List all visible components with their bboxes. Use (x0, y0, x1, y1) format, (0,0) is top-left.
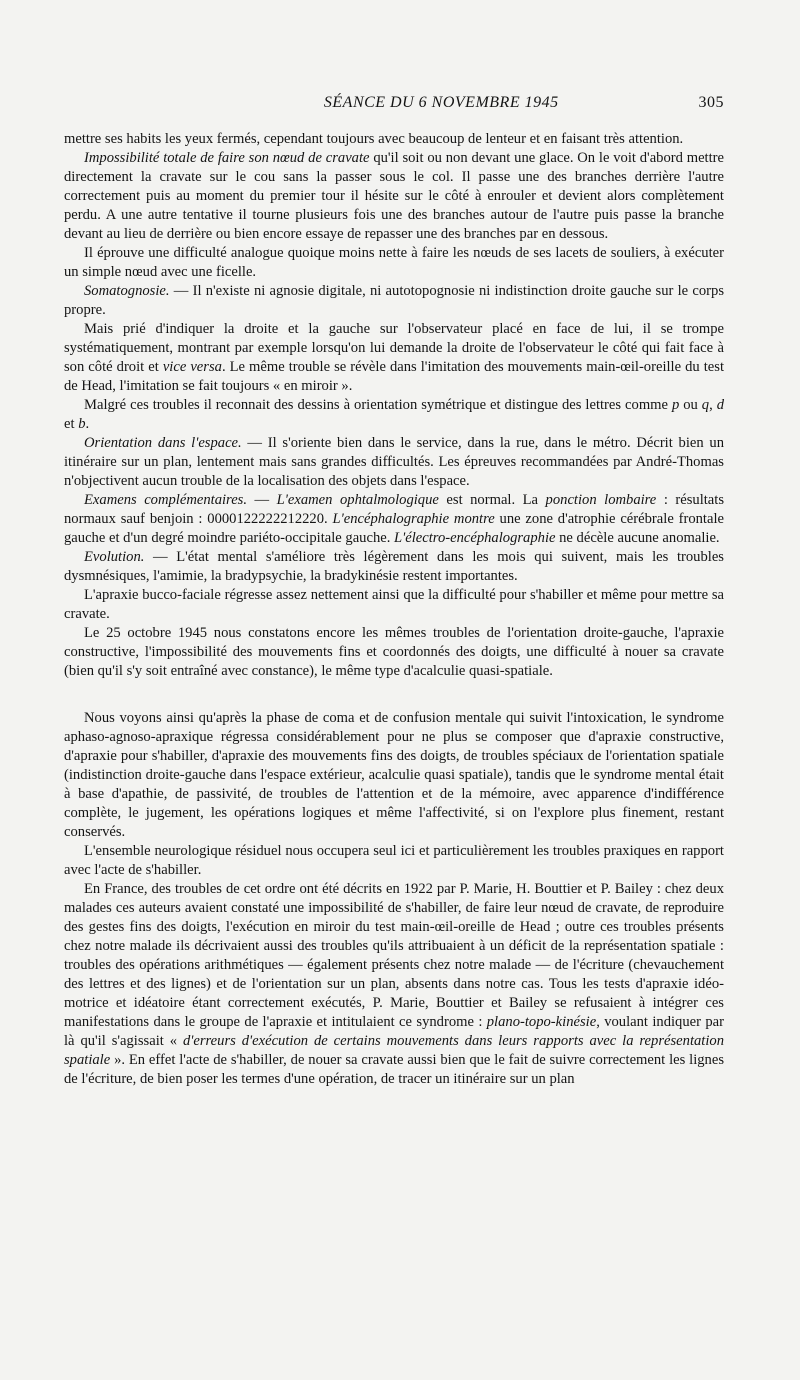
italic-text: d'erreurs d'exécution de certains mouvements dans leurs rapports avec la représentation spatiale (64, 1033, 724, 1068)
text-run: — L'état mental s'améliore très légèrement dans les mois qui suivent, mais les troubles dysmnésiques, l'amimie, la bradypsychie, la bradykinésie restent importantes. (64, 549, 724, 584)
paragraph (64, 491, 724, 548)
paragraph (64, 434, 724, 491)
text-run: mettre ses habits les yeux fermés, cependant toujours avec beaucoup de lenteur et en faisant très attention. (64, 131, 684, 147)
text-run: Nous voyons ainsi qu'après la phase de coma et de confusion mentale qui suivit l'intoxication, le syndrome aphaso-agnoso-apraxique régressa considérablement pour ne plus se composer que d'apraxie constructive, d'apraxie pour s'habiller, d'apraxie des mouvements fins des doigts, de troubles spéciaux de l'orientation spatiale (indistinction droite-gauche dans l'espace extérieur, acalculie quasi spatiale), tandis que le syndrome mental était à base d'apathie, de passivité, de troubles de l'attention et de la mémoire, avec apparence d'indifférence complète, le jugement, les opérations logiques et même l'affectivité, si on l'explore plus finement, restant conservés. (64, 710, 724, 840)
italic-text: Orientation dans l'espace. (84, 435, 242, 451)
text-run: — Il s'oriente bien dans le service, dans la rue, dans le métro. Décrit bien un itinéraire sur un plan, lentement mais sans grandes difficultés. Les épreuves recommandées par André-Thomas n'objectivent aucun trouble de la localisation des objets dans l'espace. (64, 435, 724, 489)
text-run: qu'il soit ou non devant une glace. On le voit d'abord mettre directement la cravate sur le cou sans la passer sous le col. Il passe une des branches derrière l'autre correctement puis au moment du premier tour il hésite sur le côté à enrouler et devient alors complètement perdu. A une autre tentative il tourne plusieurs fois une des branches autour de l'autre puis passe la branche devant au lieu de derrière ou bien encore essaye de repasser une des branches par en dessous. (64, 150, 724, 242)
page-header-title: SÉANCE DU 6 NOVEMBRE 1945 (323, 94, 559, 111)
text-run: Mais prié d'indiquer la droite et la gauche sur l'observateur placé en face de lui, il se trompe systématiquement, montrant par exemple lorsqu'on lui demande la droite de l'observateur le côté qui fait face à son côté droit et (64, 321, 724, 375)
text-run: Il éprouve une difficulté analogue quoique moins nette à faire les nœuds de ses lacets de souliers, à exécuter un simple nœud avec une ficelle. (64, 245, 724, 280)
paragraph (64, 709, 724, 842)
paragraph (64, 320, 724, 396)
text-run: L'apraxie bucco-faciale régresse assez nettement ainsi que la difficulté pour s'habiller et même pour mettre sa cravate. (64, 587, 724, 622)
italic-text: plano-topo-kinésie (486, 1014, 597, 1030)
italic-text: Impossibilité totale de faire son nœud de cravate (84, 150, 370, 166)
italic-text: L'encéphalographie montre (332, 511, 495, 527)
text-run: ne décèle aucune anomalie. (555, 530, 720, 546)
text-run: ou (679, 397, 702, 413)
body-text (64, 130, 724, 1089)
paragraph (64, 396, 724, 434)
paragraph (64, 548, 724, 586)
paragraph (64, 244, 724, 282)
paragraph (64, 880, 724, 1089)
italic-text: L'électro-encéphalographie (394, 530, 556, 546)
text-run: . (85, 416, 90, 432)
text-run: est normal. La (438, 492, 546, 508)
text-run: Le 25 octobre 1945 nous constatons encore les mêmes troubles de l'orientation droite-gauche, l'apraxie constructive, l'impossibilité des mouvements fins et coordonnés des doigts, une difficulté à nouer sa cravate (bien qu'il s'y soit entraîné avec constance), le même type d'acalculie quasi-spatiale. (64, 625, 724, 679)
italic-text: p (671, 397, 680, 413)
text-run: . Le même trouble se révèle dans l'imitation des mouvements main-œil-oreille du test de Head, l'imitation se fait toujours « en miroir ». (64, 359, 725, 394)
italic-text: b (78, 416, 86, 432)
paragraph (64, 624, 724, 681)
italic-text: vice versa (162, 359, 222, 375)
paragraph (64, 586, 724, 624)
paragraph (64, 282, 724, 320)
text-run: En France, des troubles de cet ordre ont été décrits en 1922 par P. Marie, H. Bouttier et P. Bailey : chez deux malades ces auteurs avaient constaté une impossibilité de s'habiller, de faire leur nœud de cravate, de reproduire des gestes fins des doigts, l'exécution en miroir du test main-œil-oreille de Head ; outre ces troubles présents chez notre malade ils décrivaient aussi des troubles qu'ils attribuaient à un déficit de la représentation spatiale : troubles des opérations arithmétiques — également présents chez notre malade — de l'écriture (chevauchement des lettres et des lignes) et de l'orientation sur un plan, absents dans notre cas. Tous les tests d'apraxie idéo-motrice et idéatoire étant correctement exécutés, P. Marie, Bouttier et Bailey se refusaient à intégrer ces manifestations dans le groupe de l'apraxie et intitulaient ce syndrome : (64, 881, 724, 1030)
text-run: — (247, 492, 277, 508)
text-run: — Il n'existe ni agnosie digitale, ni autotopognosie ni indistinction droite gauche sur le corps propre. (64, 283, 724, 318)
italic-text: Somatognosie. (84, 283, 170, 299)
text-run: , voulant indiquer par là qu'il s'agissait « (64, 1014, 724, 1049)
text-run: Malgré ces troubles il reconnait des dessins à orientation symétrique et distingue des lettres comme (84, 397, 672, 413)
italic-text: d (716, 397, 725, 413)
text-run: une zone d'atrophie cérébrale frontale gauche et d'un degré moindre pariéto-occipitale gauche. (64, 511, 724, 546)
text-run: L'ensemble neurologique résiduel nous occupera seul ici et particulièrement les troubles praxiques en rapport avec l'acte de s'habiller. (64, 843, 724, 878)
paragraph (64, 842, 724, 880)
paragraph (64, 149, 724, 244)
italic-text: Evolution. (84, 549, 145, 565)
section-gap (64, 681, 724, 709)
italic-text: L'examen ophtalmologique (276, 492, 439, 508)
italic-text: q (701, 397, 710, 413)
running-header (64, 94, 724, 112)
page-number: 305 (698, 94, 724, 111)
italic-text: ponction lombaire (545, 492, 657, 508)
text-run: , (709, 397, 717, 413)
text-run: et (64, 416, 79, 432)
text-run: ». En effet l'acte de s'habiller, de nouer sa cravate aussi bien que le fait de suivre correctement les lignes de l'écriture, de bien poser les termes d'une opération, de tracer un itinéraire sur un plan (64, 1052, 724, 1087)
italic-text: Examens complémentaires. (84, 492, 248, 508)
text-run: : résultats normaux sauf benjoin : 0000122222212220. (64, 492, 725, 527)
paragraph (64, 130, 724, 149)
